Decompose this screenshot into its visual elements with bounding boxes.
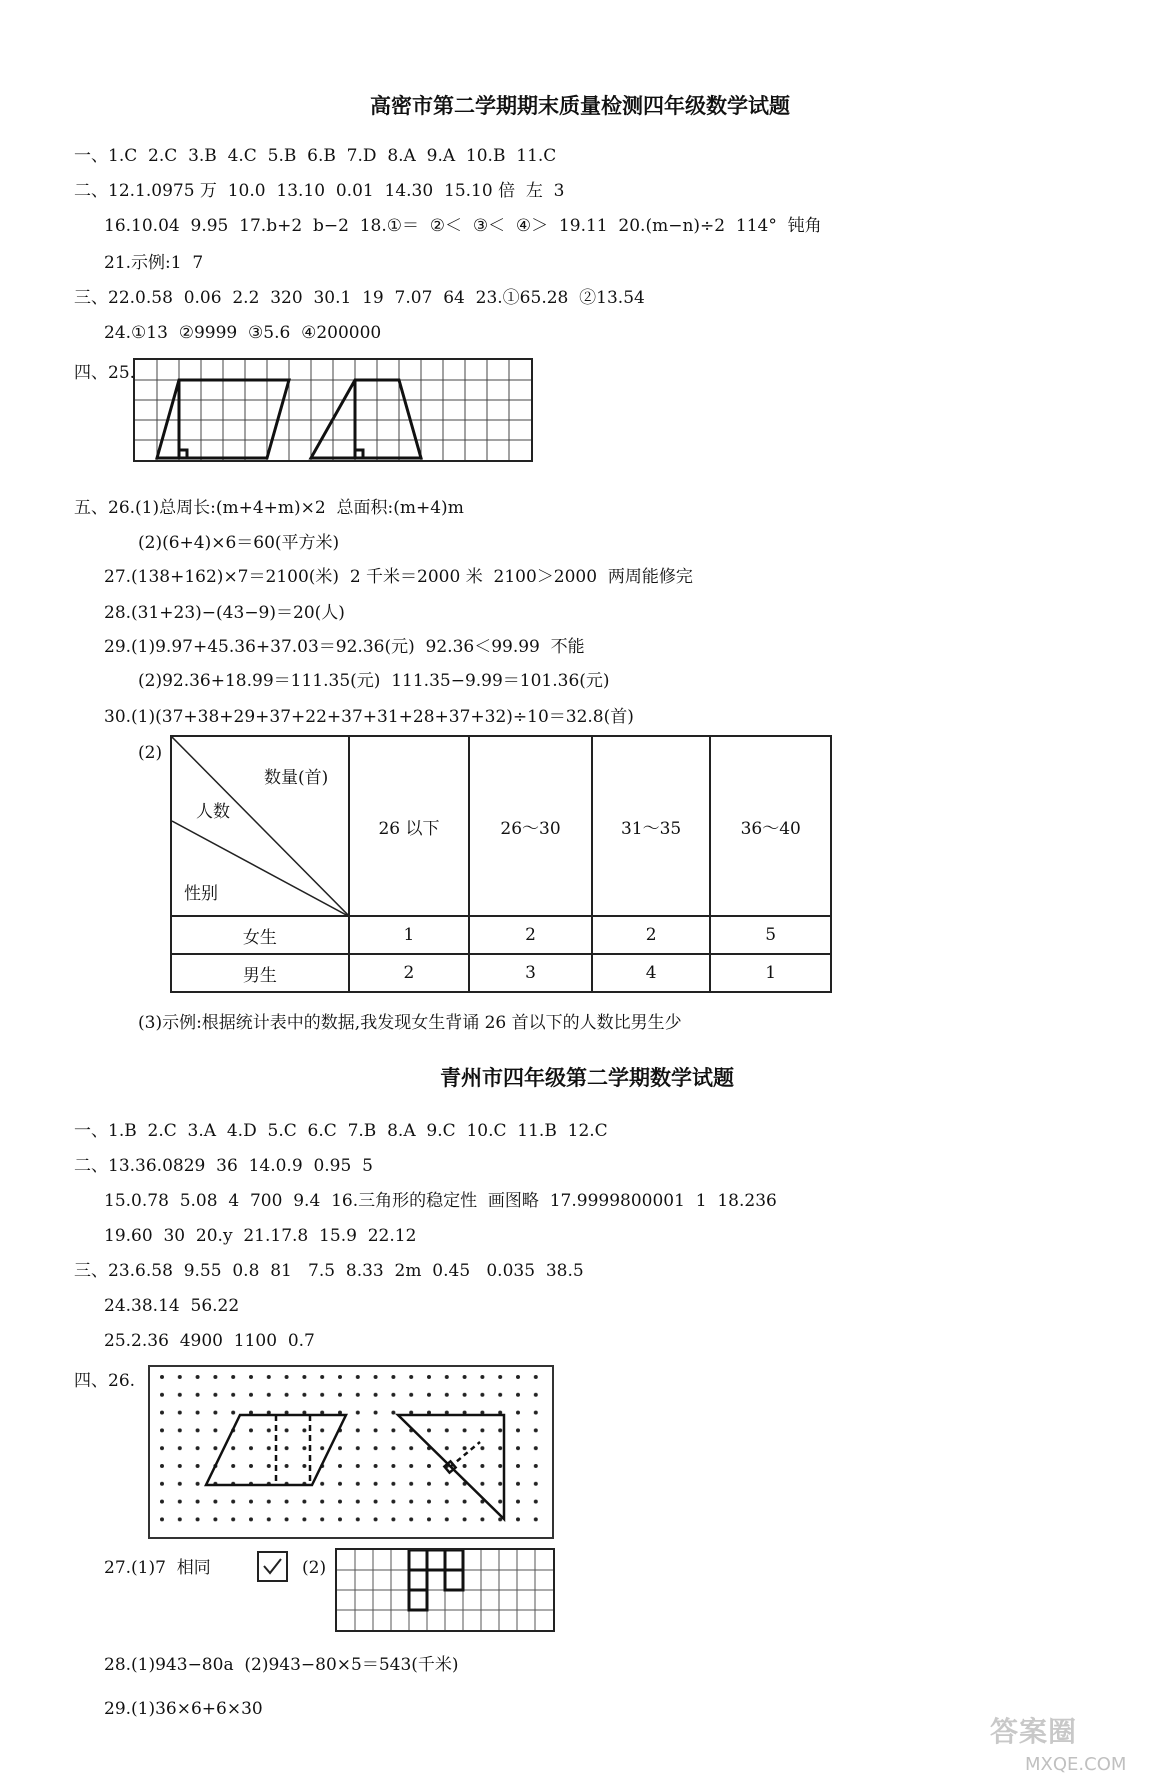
s1-line-1: 一、1.C 2.C 3.B 4.C 5.B 6.B 7.D 8.A 9.A 10.B 11.C <box>74 146 557 166</box>
table-cell: 4 <box>592 954 711 992</box>
s1-line-5: 三、22.0.58 0.06 2.2 320 30.1 19 7.07 64 23.①65.28 ②13.54 <box>74 288 645 308</box>
column-header: 26 以下 <box>349 736 470 916</box>
row-label: 女生 <box>171 916 349 954</box>
s2-line-7: 25.2.36 4900 1100 0.7 <box>104 1331 315 1351</box>
figure-26-dot-grid <box>148 1365 554 1539</box>
s1-line-7: 四、25. <box>74 363 136 383</box>
table-cell: 2 <box>349 954 470 992</box>
s1-line-8: 五、26.(1)总周长:(m+4+m)×2 总面积:(m+4)m <box>74 498 464 518</box>
s2-line-10: (2) <box>302 1558 327 1578</box>
s1-line-6: 24.①13 ②9999 ③5.6 ④200000 <box>104 323 382 343</box>
table-cell: 2 <box>592 916 711 954</box>
header-quantity: 数量(首) <box>264 768 329 788</box>
s1-line-15: (2) <box>138 743 163 763</box>
s2-line-2: 二、13.36.0829 36 14.0.9 0.95 5 <box>74 1156 373 1176</box>
s1-line-2: 二、12.1.0975 万 10.0 13.10 0.01 14.30 15.10 倍 左 3 <box>74 181 565 201</box>
table-cell: 1 <box>710 954 831 992</box>
s1-line-13: (2)92.36+18.99＝111.35(元) 111.35−9.99＝101.36(元) <box>138 671 610 691</box>
view-shape <box>409 1550 463 1610</box>
s1-line-11: 28.(31+23)−(43−9)＝20(人) <box>104 603 345 623</box>
column-header: 36～40 <box>710 736 831 916</box>
table-row <box>171 954 831 992</box>
table-cell: 3 <box>469 954 592 992</box>
s1-line-4: 21.示例:1 7 <box>104 253 204 273</box>
s2-line-1: 一、1.B 2.C 3.A 4.D 5.C 6.C 7.B 8.A 9.C 10.C 11.B 12.C <box>74 1121 608 1141</box>
s2-line-11: 28.(1)943−80a (2)943−80×5＝543(千米) <box>104 1655 459 1675</box>
watermark-logo: 答案圈 <box>990 1715 1078 1748</box>
header-gender: 性别 <box>184 884 218 904</box>
figure-27-grid <box>335 1548 555 1632</box>
section1-title: 高密市第二学期期末质量检测四年级数学试题 <box>370 94 790 118</box>
s1-line-9: (2)(6+4)×6＝60(平方米) <box>138 533 340 553</box>
s2-line-6: 24.38.14 56.22 <box>104 1296 240 1316</box>
checkmark-icon <box>257 1551 288 1582</box>
row-label: 男生 <box>171 954 349 992</box>
column-header: 26～30 <box>469 736 592 916</box>
watermark-site: MXQE.COM <box>1025 1754 1127 1775</box>
s1-line-14: 30.(1)(37+38+29+37+22+37+31+28+37+32)÷10＝32.8(首) <box>104 707 634 727</box>
s2-line-8: 四、26. <box>74 1371 136 1391</box>
trapezoid-shape <box>311 380 421 458</box>
s1-line-3: 16.10.04 9.95 17.b+2 b−2 18.①＝ ②＜ ③＜ ④＞ 19.11 20.(m−n)÷2 114° 钝角 <box>104 216 822 236</box>
table-cell: 1 <box>349 916 470 954</box>
table-cell: 2 <box>469 916 592 954</box>
s2-line-3: 15.0.78 5.08 4 700 9.4 16.三角形的稳定性 画图略 17.9999800001 1 18.236 <box>104 1191 777 1211</box>
s1-line-12: 29.(1)9.97+45.36+37.03＝92.36(元) 92.36＜99.99 不能 <box>104 637 585 657</box>
header-people: 人数 <box>196 802 230 822</box>
s2-line-9: 27.(1)7 相同 <box>104 1558 211 1578</box>
s1-line-10: 27.(138+162)×7＝2100(米) 2 千米＝2000 米 2100＞2000 两周能修完 <box>104 567 693 587</box>
s2-line-5: 三、23.6.58 9.55 0.8 81 7.5 8.33 2m 0.45 0.035 38.5 <box>74 1261 584 1281</box>
column-header: 31～35 <box>592 736 711 916</box>
s2-line-12: 29.(1)36×6+6×30 <box>104 1699 263 1719</box>
table-header-slash-cell <box>171 736 349 916</box>
statistics-table <box>170 735 832 993</box>
table-cell: 5 <box>710 916 831 954</box>
figure-25-grid <box>133 358 533 462</box>
s2-line-4: 19.60 30 20.y 21.17.8 15.9 22.12 <box>104 1226 417 1246</box>
table-row <box>171 916 831 954</box>
s1-conclusion: (3)示例:根据统计表中的数据,我发现女生背诵 26 首以下的人数比男生少 <box>138 1013 682 1033</box>
section2-title: 青州市四年级第二学期数学试题 <box>440 1066 734 1090</box>
